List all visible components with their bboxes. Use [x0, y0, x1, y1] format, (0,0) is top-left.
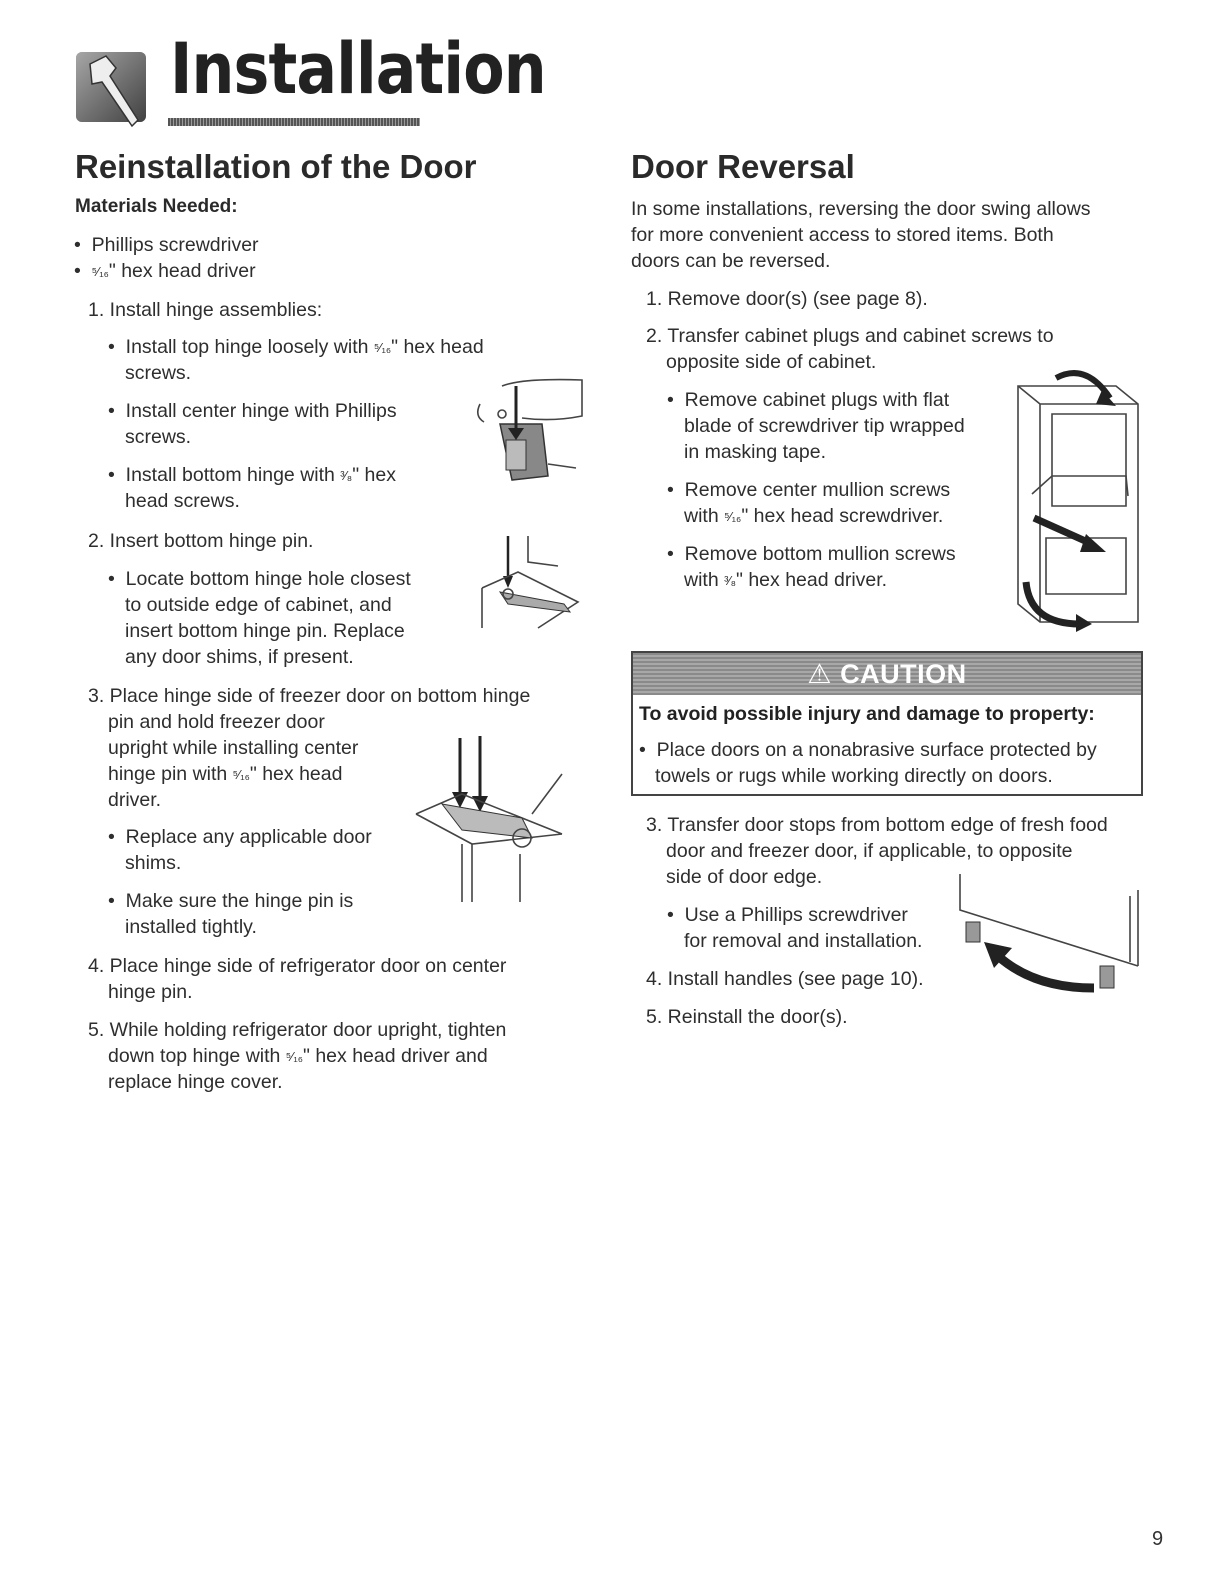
- reversal-step-3-bullet: • Use a Phillips screwdriver: [667, 904, 908, 926]
- step-4-text: 4. Place hinge side of refrigerator door on center: [88, 955, 507, 977]
- center-hinge-illustration: [412, 734, 570, 904]
- step-2-bullet-cont: to outside edge of cabinet, and: [125, 594, 392, 616]
- step-3-text: driver.: [108, 789, 162, 811]
- step-1-bullet-cont: screws.: [125, 426, 192, 448]
- caution-bullet-line: • Place doors on a nonabrasive surface protected by: [639, 739, 1097, 761]
- reversal-step-3-bullet-cont: for removal and installation.: [684, 930, 923, 952]
- intro-text: In some installations, reversing the door swing allows: [631, 198, 1091, 220]
- step-4-text: hinge pin.: [108, 981, 193, 1003]
- reversal-step-3: side of door edge.: [666, 866, 823, 888]
- reversal-step-3: door and freezer door, if applicable, to opposite: [666, 840, 1073, 862]
- reversal-step-2-bullet: • Remove bottom mullion screws: [667, 543, 956, 565]
- step-3-bullet: • Replace any applicable door: [108, 826, 372, 848]
- step-2-label: 2. Insert bottom hinge pin.: [88, 530, 314, 552]
- caution-banner: [633, 653, 1141, 695]
- reversal-step-5: 5. Reinstall the door(s).: [646, 1006, 848, 1028]
- reversal-step-2-bullet-cont: in masking tape.: [684, 441, 826, 463]
- reversal-step-2: opposite side of cabinet.: [666, 351, 877, 373]
- step-1-bullet-cont: head screws.: [125, 490, 240, 512]
- material-item: • Phillips screwdriver: [74, 234, 259, 256]
- reinstallation-heading: Reinstallation of the Door: [75, 148, 477, 185]
- caution-title: ⚠ CAUTION: [807, 658, 967, 689]
- step-5-text: down top hinge with ⁵⁄₁₆" hex head driver and: [108, 1045, 488, 1067]
- wrench-icon: [76, 42, 154, 132]
- caution-subtitle: To avoid possible injury and damage to property:: [639, 703, 1095, 725]
- reversal-step-2-bullet-cont: with ⁵⁄₁₆" hex head screwdriver.: [684, 505, 944, 527]
- reversal-step-3: 3. Transfer door stops from bottom edge of fresh food: [646, 814, 1108, 836]
- page-title: Installation: [170, 28, 546, 110]
- reversal-step-2-bullet: • Remove center mullion screws: [667, 479, 951, 501]
- reversal-step-2-bullet-cont: blade of screwdriver tip wrapped: [684, 415, 965, 437]
- step-5-text: replace hinge cover.: [108, 1071, 283, 1093]
- step-3-bullet-cont: installed tightly.: [125, 916, 257, 938]
- step-1-bullet: • Install bottom hinge with ³⁄₈" hex: [108, 464, 396, 486]
- step-3-text: upright while installing center: [108, 737, 359, 759]
- step-3-bullet: • Make sure the hinge pin is: [108, 890, 354, 912]
- reversal-step-1: 1. Remove door(s) (see page 8).: [646, 288, 928, 310]
- caution-bullet: [639, 737, 1097, 789]
- page-number: 9: [1152, 1528, 1164, 1550]
- step-3-text: hinge pin with ⁵⁄₁₆" hex head: [108, 763, 343, 785]
- reversal-step-2: 2. Transfer cabinet plugs and cabinet screws to: [646, 325, 1054, 347]
- top-hinge-illustration: [452, 376, 584, 504]
- material-item: • ⁵⁄₁₆" hex head driver: [74, 260, 256, 282]
- step-3-text: pin and hold freezer door: [108, 711, 325, 733]
- materials-heading: Materials Needed:: [75, 196, 238, 217]
- bottom-hinge-pin-illustration: [478, 532, 584, 632]
- cabinet-illustration: [1006, 368, 1144, 634]
- step-1-label: 1. Install hinge assemblies:: [88, 299, 323, 321]
- caution-box: [631, 651, 1143, 796]
- intro-text: doors can be reversed.: [631, 250, 831, 272]
- caution-bullet-line: towels or rugs while working directly on doors.: [655, 765, 1053, 787]
- reversal-step-2-bullet: • Remove cabinet plugs with flat: [667, 389, 950, 411]
- reversal-step-2-bullet-cont: with ³⁄₈" hex head driver.: [684, 569, 888, 591]
- step-1-bullet-cont: screws.: [125, 362, 192, 384]
- door-stop-illustration: [954, 870, 1144, 1000]
- step-1-bullet: • Install center hinge with Phillips: [108, 400, 397, 422]
- step-3-text: 3. Place hinge side of freezer door on bottom hinge: [88, 685, 531, 707]
- reversal-step-4: 4. Install handles (see page 10).: [646, 968, 924, 990]
- step-3-bullet-cont: shims.: [125, 852, 182, 874]
- step-5-text: 5. While holding refrigerator door upright, tighten: [88, 1019, 507, 1041]
- warning-icon: ⚠: [807, 658, 833, 689]
- step-2-bullet-cont: any door shims, if present.: [125, 646, 354, 668]
- step-2-bullet: • Locate bottom hinge hole closest: [108, 568, 411, 590]
- step-2-bullet-cont: insert bottom hinge pin. Replace: [125, 620, 405, 642]
- intro-text: for more convenient access to stored items. Both: [631, 224, 1054, 246]
- door-reversal-heading: Door Reversal: [631, 148, 855, 185]
- title-underline: [168, 118, 420, 126]
- step-1-bullet: • Install top hinge loosely with ⁵⁄₁₆" hex head: [108, 336, 484, 358]
